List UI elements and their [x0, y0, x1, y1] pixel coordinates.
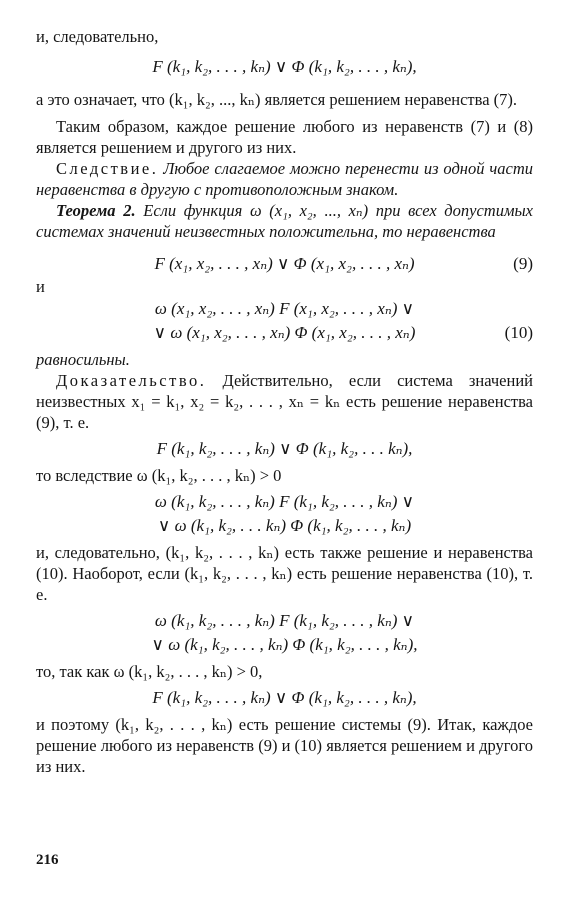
theorem-label: Теорема 2. — [56, 201, 136, 220]
formula-f1: F (k₁, k₂, . . . , kₙ) ∨ Φ (k₁, k₂, . . . , kₙ), — [152, 57, 417, 76]
formula-9-body: F (x₁, x₂, . . . , xₙ) ∨ Φ (x₁, x₂, . . . , xₙ) — [154, 254, 415, 273]
corollary — [36, 158, 533, 200]
formula-k2-line1: ω (k₁, k₂, . . . , kₙ) F (k₁, k₂, . . . , kₙ) ∨ — [154, 492, 415, 511]
equation-number-9: (9) — [513, 254, 533, 273]
text-means: а это означает, что (k₁, k₂, ..., kₙ) является решением неравенства (7). — [36, 90, 518, 109]
proof-text: Действительно, если система значений неизвестных x₁ = k₁, x₂ = k₂, . . . , xₙ = kₙ есть решение неравенства (9), т. е. — [36, 371, 533, 432]
page-number: 216 — [36, 852, 59, 868]
theorem — [36, 200, 533, 242]
text-then: то, так как ω (k₁, k₂, . . . , kₙ) > 0, — [36, 662, 263, 681]
text-since: то вследствие ω (k₁, k₂, . . . , kₙ) > 0 — [36, 466, 282, 485]
formula-k2-line2: ∨ ω (k₁, k₂, . . . kₙ) Φ (k₁, k₂, . . . , kₙ) — [157, 516, 412, 535]
proof — [36, 370, 533, 433]
text-intro: и, следовательно, — [36, 27, 159, 46]
formula-10-line1: ω (x₁, x₂, . . . , xₙ) F (x₁, x₂, . . . , xₙ) ∨ — [154, 299, 415, 318]
text-thus: Таким образом, каждое решение любого из неравенств (7) и (8) является решением и другого из них. — [36, 117, 533, 157]
text-also: и, следовательно, (k₁, k₂, . . . , kₙ) есть также решение и неравенства (10). Наоборот, если (k₁, k₂, . . . , kₙ) есть решение неравенства (10), т. е. — [36, 543, 533, 604]
proof-label: Доказательство. — [56, 371, 207, 390]
corollary-text: Любое слагаемое можно перенести из одной части неравенства в другую с противоположным знаком. — [36, 159, 533, 199]
formula-9 — [36, 252, 533, 276]
formula-k4: F (k₁, k₂, . . . , kₙ) ∨ Φ (k₁, k₂, . . . , kₙ), — [152, 688, 417, 707]
formula-k3-line2: ∨ ω (k₁, k₂, . . . , kₙ) Φ (k₁, k₂, . . . , kₙ), — [151, 635, 418, 654]
formula-10-body: ∨ ω (x₁, x₂, . . . , xₙ) Φ (x₁, x₂, . . . , xₙ) — [153, 323, 416, 342]
text-and: и — [36, 277, 45, 296]
corollary-label: Следствие. — [56, 159, 159, 178]
formula-k3-line1: ω (k₁, k₂, . . . , kₙ) F (k₁, k₂, . . . , kₙ) ∨ — [154, 611, 415, 630]
text-final: и поэтому (k₁, k₂, . . . , kₙ) есть решение системы (9). Итак, каждое решение любого из неравенств (9) и (10) является решением и другого из них. — [36, 715, 533, 776]
text-equivalent: равносильны. — [36, 350, 130, 369]
formula-10-line2 — [36, 321, 533, 345]
equation-number-10: (10) — [504, 323, 533, 342]
theorem-text: Если функция ω (x₁, x₂, ..., xₙ) при всех допустимых системах значений неизвестных положительна, то неравенства — [36, 201, 533, 241]
formula-k1: F (k₁, k₂, . . . , kₙ) ∨ Φ (k₁, k₂, . . . kₙ), — [156, 439, 413, 458]
